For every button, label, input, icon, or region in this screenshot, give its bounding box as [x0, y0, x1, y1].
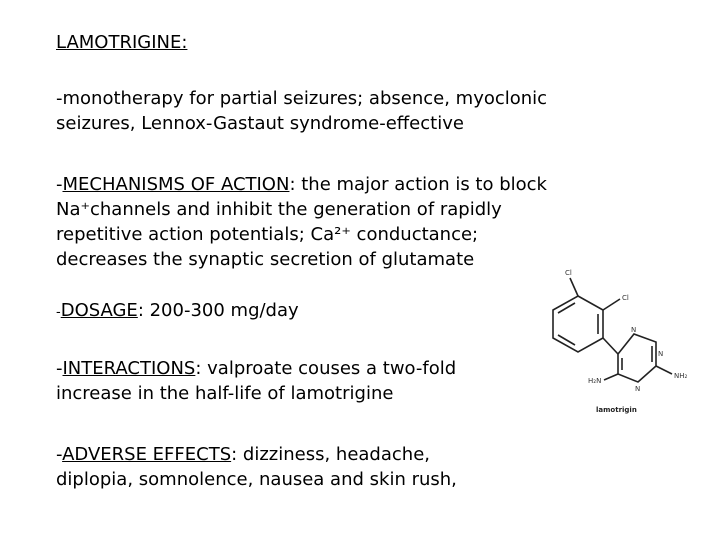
adverse-dash: -	[56, 444, 63, 465]
mechanism-line-2: Na⁺channels and inhibit the generation of rapidly	[56, 199, 502, 220]
atom-label-cl: Cl	[565, 269, 572, 277]
benzene-double-bond	[558, 335, 575, 345]
mechanism-paragraph	[56, 172, 547, 272]
triazine-ring	[618, 334, 656, 382]
adverse-label: ADVERSE EFFECTS	[62, 444, 232, 465]
interactions-line-1-rest: : valproate couses a two-fold	[195, 358, 457, 379]
dosage-dash: -	[56, 305, 61, 320]
interactions-paragraph	[56, 356, 456, 406]
mechanism-line-3: repetitive action potentials; Ca²⁺ conductance;	[56, 224, 479, 245]
benzene-double-bond	[558, 303, 575, 313]
interactions-line-2: increase in the half-life of lamotrigine	[56, 383, 394, 404]
adverse-line-1	[56, 442, 457, 467]
mechanism-line-4: decreases the synaptic secretion of glutamate	[56, 249, 475, 270]
interactions-label: INTERACTIONS	[62, 358, 196, 379]
dosage-paragraph	[56, 298, 299, 325]
title-text: LAMOTRIGINE:	[56, 32, 188, 53]
interactions-line-1	[56, 356, 456, 381]
lamotrigine-structure-diagram	[530, 262, 710, 422]
atom-label-nh2-right: NH₂	[674, 372, 688, 380]
amine-bond-right	[656, 366, 672, 374]
chloro-bond-2	[603, 299, 620, 310]
indications-line-2: seizures, Lennox-Gastaut syndrome-effective	[56, 113, 464, 134]
adverse-effects-paragraph	[56, 442, 457, 492]
benzene-ring	[553, 296, 603, 352]
indications-line-1: -monotherapy for partial seizures; absence, myoclonic	[56, 88, 548, 109]
structure-atom-labels	[565, 269, 688, 393]
atom-label-cl: Cl	[622, 294, 629, 302]
mechanism-line-1	[56, 172, 547, 197]
adverse-line-1-rest: : dizziness, headache,	[231, 444, 430, 465]
dosage-label: DOSAGE	[60, 300, 138, 321]
adverse-line-2: diplopia, somnolence, nausea and skin rush,	[56, 469, 457, 490]
mechanism-dash: -	[56, 174, 63, 195]
interactions-dash: -	[56, 358, 63, 379]
atom-label-nh2-left: H₂N	[588, 377, 602, 385]
atom-label-n: N	[658, 350, 664, 358]
ring-link-bond	[603, 338, 618, 354]
indications-paragraph	[56, 86, 547, 136]
dosage-rest: : 200-300 mg/day	[137, 300, 299, 321]
chloro-bond-1	[570, 278, 578, 296]
structure-bonds	[553, 278, 672, 382]
structure-caption: lamotrigin	[596, 406, 637, 414]
atom-label-n: N	[635, 385, 641, 393]
mechanism-label: MECHANISMS OF ACTION	[62, 174, 290, 195]
atom-label-n: N	[631, 326, 637, 334]
amine-bond-left	[604, 374, 618, 380]
page-title	[56, 30, 187, 55]
mechanism-line-1-rest: : the major action is to block	[289, 174, 547, 195]
